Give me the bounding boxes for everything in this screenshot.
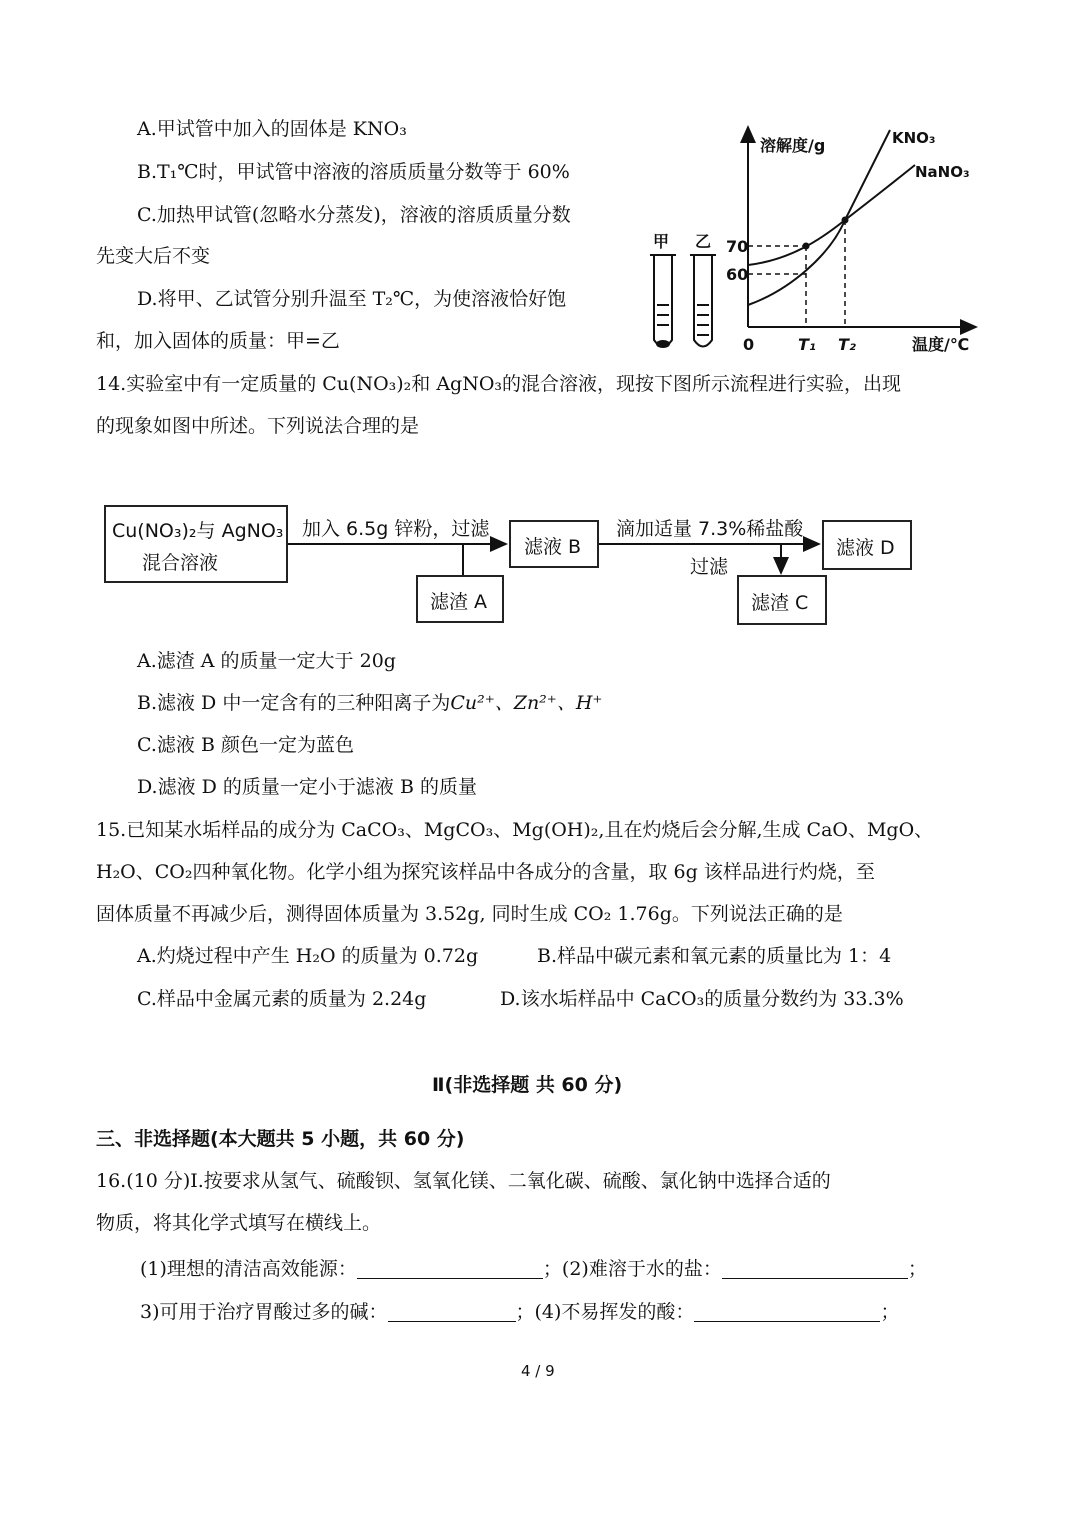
part2-title: Ⅱ(非选择题 共 60 分) bbox=[432, 1074, 623, 1096]
q14-stem-line2: 的现象如图中所述。下列说法合理的是 bbox=[96, 415, 420, 437]
q15-stem-line3: 固体质量不再减少后，测得固体质量为 3.52g, 同时生成 CO₂ 1.76g。下列说法正确的是 bbox=[96, 903, 843, 925]
nano3-label: NaNO₃ bbox=[915, 163, 970, 181]
x-tick-t1: T₁ bbox=[798, 335, 816, 354]
flow-filtrate-d: 滤液 D bbox=[836, 537, 895, 559]
q14-option-b-text: B.滤液 D 中一定含有的三种阳离子为 bbox=[137, 692, 451, 714]
q16-answer-blank-4[interactable] bbox=[694, 1301, 880, 1322]
q13-option-a: A.甲试管中加入的固体是 KNO₃ bbox=[137, 118, 407, 140]
flow-start-line2: 混合溶液 bbox=[142, 552, 219, 574]
x-axis-label: 温度/℃ bbox=[912, 335, 970, 354]
y-tick-60: 60 bbox=[726, 265, 749, 284]
kno3-label: KNO₃ bbox=[892, 129, 936, 147]
q13-option-c-line2: 先变大后不变 bbox=[96, 245, 211, 267]
q15-option-b: B.样品中碳元素和氧元素的质量比为 1：4 bbox=[537, 945, 892, 967]
q15-option-d: D.该水垢样品中 CaCO₃的质量分数约为 33.3% bbox=[500, 988, 904, 1010]
q15-stem-line2: H₂O、CO₂四种氧化物。化学小组为探究该样品中各成分的含量，取 6g 该样品进行灼烧，至 bbox=[96, 861, 875, 883]
q16-stem-line2: 物质，将其化学式填写在横线上。 bbox=[96, 1212, 382, 1234]
section3-title: 三、非选择题(本大题共 5 小题，共 60 分) bbox=[96, 1128, 465, 1150]
q16-item1-label: (1)理想的清洁高效能源： bbox=[140, 1258, 357, 1280]
q16-answer-blank-3[interactable] bbox=[388, 1301, 516, 1322]
q15-stem-line1: 15.已知某水垢样品的成分为 CaCO₃、MgCO₃、Mg(OH)₂,且在灼烧后会分解,生成 CaO、MgO、 bbox=[96, 819, 934, 841]
q14-option-d: D.滤液 D 的质量一定小于滤液 B 的质量 bbox=[137, 776, 477, 798]
kno3-curve bbox=[748, 130, 890, 305]
q16-answer-blank-1[interactable] bbox=[357, 1258, 543, 1279]
q16-item4-end: ； bbox=[880, 1301, 900, 1323]
q14-option-c: C.滤液 B 颜色一定为蓝色 bbox=[137, 734, 354, 756]
q16-item2-label: ；(2)难溶于水的盐： bbox=[542, 1258, 722, 1280]
tube-left-label: 甲 bbox=[653, 232, 670, 251]
q14-option-b bbox=[137, 690, 602, 716]
x-tick-t2: T₂ bbox=[838, 335, 856, 354]
q14-stem-line1: 14.实验室中有一定质量的 Cu(NO₃)₂和 AgNO₃的混合溶液，现按下图所示流程进行实验，出现 bbox=[96, 373, 902, 395]
y-tick-70: 70 bbox=[726, 237, 749, 256]
origin-label: 0 bbox=[743, 335, 755, 354]
tube-right-label: 乙 bbox=[695, 232, 712, 251]
flow-step1-label: 加入 6.5g 锌粉，过滤 bbox=[302, 518, 490, 540]
q16-stem-line1: 16.(10 分)I.按要求从氢气、硫酸钡、氢氧化镁、二氧化碳、硫酸、氯化钠中选择合适的 bbox=[96, 1170, 831, 1192]
q13-option-b: B.T₁℃时，甲试管中溶液的溶质质量分数等于 60% bbox=[137, 161, 570, 183]
flow-filtrate-b: 滤液 B bbox=[524, 536, 582, 558]
q13-option-c-line1: C.加热甲试管(忽略水分蒸发)，溶液的溶质质量分数 bbox=[137, 204, 571, 226]
flow-step2-label: 滴加适量 7.3%稀盐酸 bbox=[616, 518, 804, 540]
q16-line-1-2 bbox=[140, 1256, 927, 1282]
test-tube-left bbox=[654, 255, 672, 347]
flow-residue-c: 滤渣 C bbox=[751, 592, 809, 614]
q13-option-d-line1: D.将甲、乙试管分别升温至 T₂℃，为使溶液恰好饱 bbox=[137, 288, 567, 310]
q16-answer-blank-2[interactable] bbox=[722, 1258, 908, 1279]
q16-item4-label: ；(4)不易挥发的酸： bbox=[515, 1301, 695, 1323]
flow-start-line1: Cu(NO₃)₂与 AgNO₃ bbox=[112, 520, 284, 542]
q16-item3-label: 3)可用于治疗胃酸过多的碱： bbox=[140, 1301, 388, 1323]
flow-step2-filter: 过滤 bbox=[690, 556, 729, 578]
q16-line-3-4 bbox=[140, 1299, 899, 1325]
tube-left-liquid bbox=[657, 305, 669, 325]
point-t2 bbox=[842, 217, 849, 224]
q15-option-c: C.样品中金属元素的质量为 2.24g bbox=[137, 988, 427, 1010]
q15-option-a: A.灼烧过程中产生 H₂O 的质量为 0.72g bbox=[137, 945, 479, 967]
y-axis-label: 溶解度/g bbox=[760, 136, 826, 155]
test-tube-right bbox=[694, 255, 712, 347]
page-number: 4 / 9 bbox=[521, 1362, 555, 1380]
tube-right-liquid bbox=[697, 305, 709, 335]
point-t1 bbox=[803, 243, 810, 250]
nano3-curve bbox=[748, 165, 915, 265]
flow-residue-a: 滤渣 A bbox=[430, 591, 488, 613]
q13-option-d-line2: 和，加入固体的质量：甲=乙 bbox=[96, 330, 340, 352]
q14-option-b-ions: Cu²⁺、Zn²⁺、H⁺ bbox=[450, 692, 603, 714]
q14-option-a: A.滤渣 A 的质量一定大于 20g bbox=[137, 650, 396, 672]
q16-item2-end: ； bbox=[907, 1258, 927, 1280]
tube-left-solid bbox=[656, 340, 670, 348]
solubility-graph bbox=[640, 115, 1020, 365]
